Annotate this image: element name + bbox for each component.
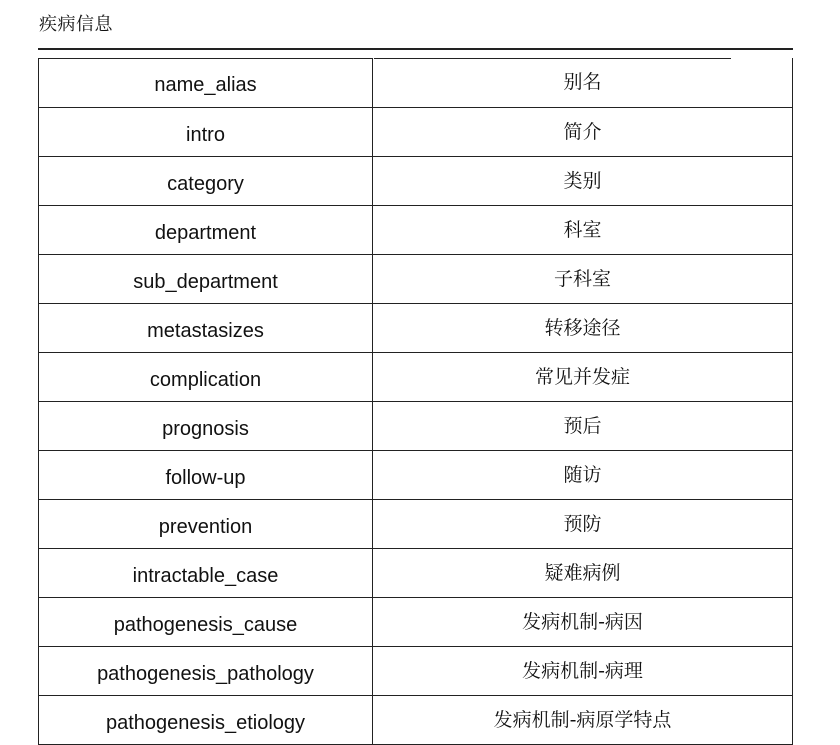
table-row xyxy=(39,156,793,205)
field-name-cell: prevention xyxy=(39,499,373,548)
field-label-cell: 发病机制-病理 xyxy=(373,646,793,695)
field-label-cell: 发病机制-病因 xyxy=(373,597,793,646)
field-label-cell: 子科室 xyxy=(373,254,793,303)
field-label-cell: 转移途径 xyxy=(373,303,793,352)
table-row xyxy=(39,646,793,695)
table-row xyxy=(39,58,793,107)
disease-info-table-wrapper xyxy=(38,58,793,745)
field-label-cell: 发病机制-病原学特点 xyxy=(373,695,793,744)
field-label-cell: 科室 xyxy=(373,205,793,254)
field-name-cell: follow-up xyxy=(39,450,373,499)
table-body xyxy=(39,58,793,744)
field-name-cell: sub_department xyxy=(39,254,373,303)
field-label-cell: 预后 xyxy=(373,401,793,450)
field-name-cell: complication xyxy=(39,352,373,401)
disease-info-table xyxy=(38,58,793,745)
table-row xyxy=(39,303,793,352)
table-row xyxy=(39,499,793,548)
table-row xyxy=(39,352,793,401)
field-name-cell: category xyxy=(39,156,373,205)
field-name-cell: intractable_case xyxy=(39,548,373,597)
field-label-cell: 随访 xyxy=(373,450,793,499)
table-row xyxy=(39,107,793,156)
table-row xyxy=(39,695,793,744)
field-label-cell: 别名 xyxy=(373,58,793,107)
field-label-cell: 常见并发症 xyxy=(373,352,793,401)
field-label-cell: 简介 xyxy=(373,107,793,156)
page-title: 疾病信息 xyxy=(39,14,113,35)
field-label-cell: 类别 xyxy=(373,156,793,205)
field-name-cell: prognosis xyxy=(39,401,373,450)
field-name-cell: intro xyxy=(39,107,373,156)
field-name-cell: name_alias xyxy=(39,58,373,107)
field-name-cell: department xyxy=(39,205,373,254)
table-row xyxy=(39,597,793,646)
field-name-cell: pathogenesis_etiology xyxy=(39,695,373,744)
table-row xyxy=(39,254,793,303)
field-name-cell: pathogenesis_pathology xyxy=(39,646,373,695)
table-top-border xyxy=(38,48,793,50)
table-row xyxy=(39,548,793,597)
table-row xyxy=(39,205,793,254)
table-row xyxy=(39,450,793,499)
table-row xyxy=(39,401,793,450)
field-label-cell: 预防 xyxy=(373,499,793,548)
field-name-cell: metastasizes xyxy=(39,303,373,352)
field-label-cell: 疑难病例 xyxy=(373,548,793,597)
field-name-cell: pathogenesis_cause xyxy=(39,597,373,646)
